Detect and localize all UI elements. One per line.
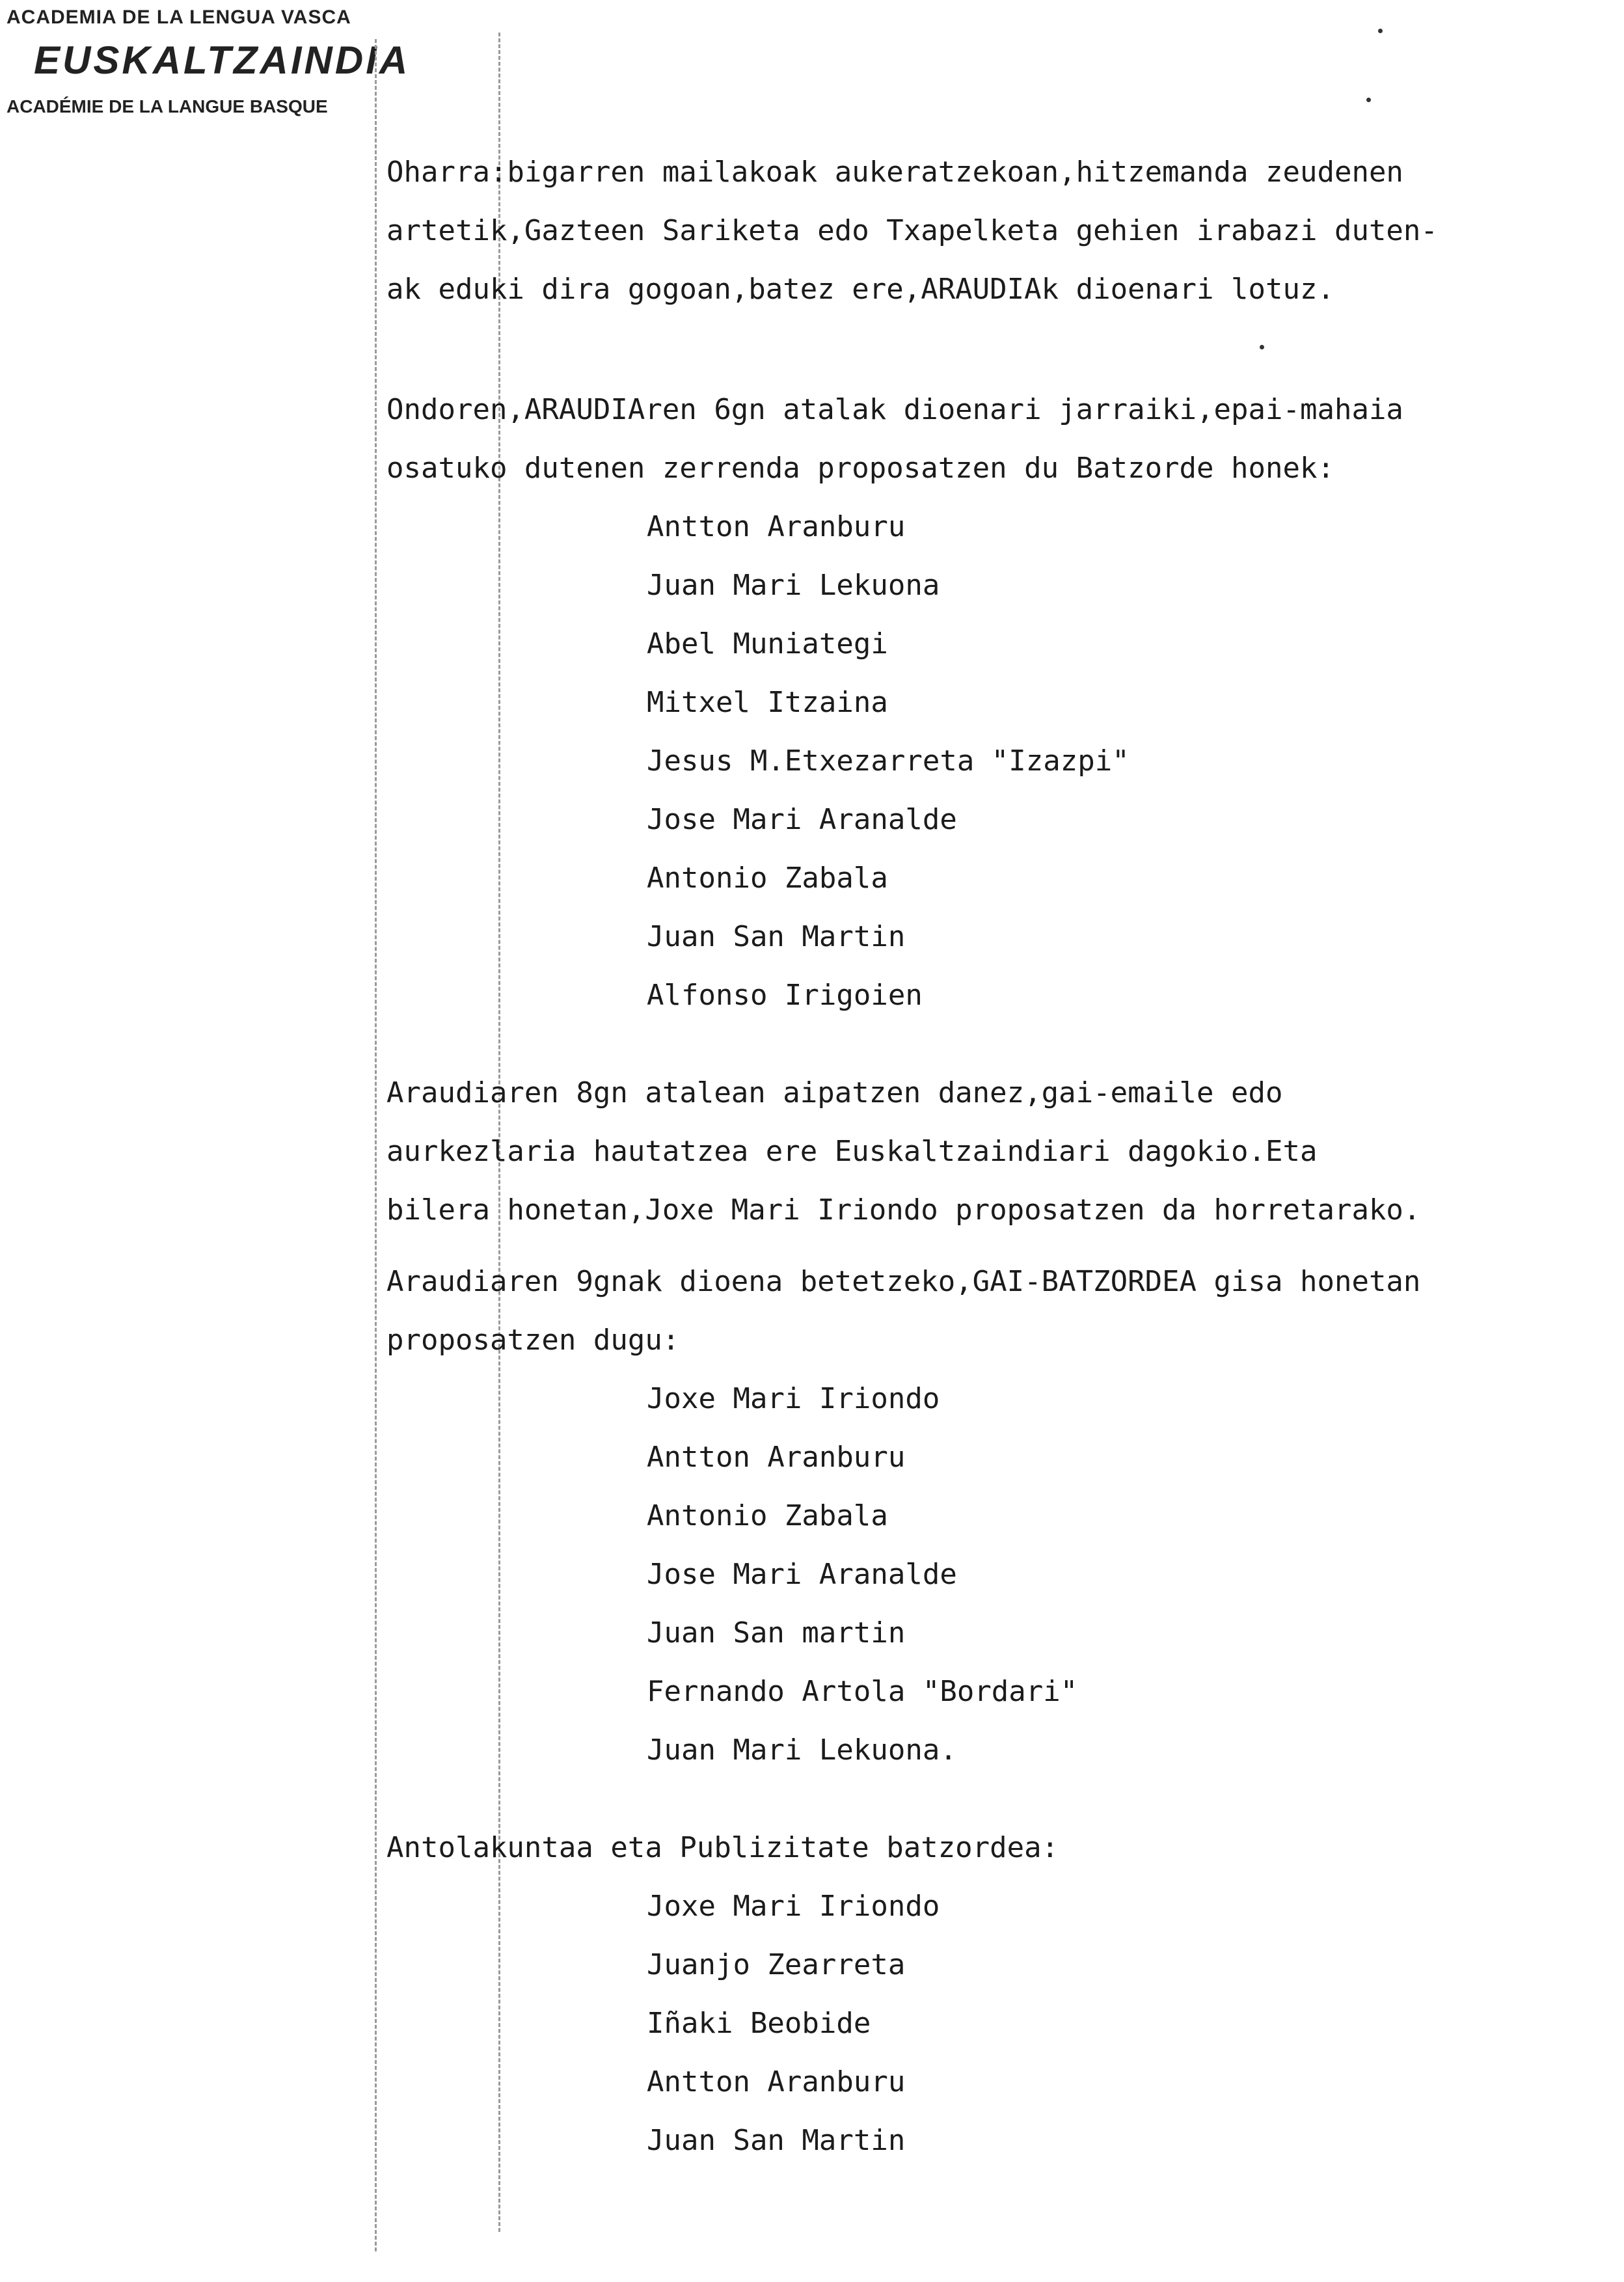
jury-intro <box>386 381 1597 498</box>
list-item: Antonio Zabala <box>647 1499 888 1532</box>
jury-intro-line: osatuko dutenen zerrenda proposatzen du Batzorde honek: <box>386 452 1334 485</box>
presenter-line: Araudiaren 8gn atalean aipatzen danez,gai-emaile edo <box>386 1076 1283 1109</box>
list-item: Joxe Mari Iriondo <box>647 1382 940 1415</box>
list-item: Juan San Martin <box>647 2124 906 2157</box>
presenter-line: bilera honetan,Joxe Mari Iriondo proposatzen da horretarako. <box>386 1193 1421 1227</box>
list-item: Antton Aranburu <box>647 1441 906 1474</box>
note-line: ak eduki dira gogoan,batez ere,ARAUDIAk dioenari lotuz. <box>386 273 1334 306</box>
topic-committee-intro <box>386 1253 1597 1370</box>
speck <box>1366 98 1371 102</box>
note-line: Oharra:bigarren mailakoak aukeratzekoan,hitzemanda zeudenen <box>386 156 1403 189</box>
list-item: Antonio Zabala <box>647 862 888 895</box>
scan-line-left <box>375 39 377 2251</box>
list-item: Alfonso Irigoien <box>647 979 923 1012</box>
list-item: Juan San martin <box>647 1616 906 1650</box>
organization-committee-list <box>386 1877 1597 2170</box>
organization-committee-intro <box>386 1819 1597 1877</box>
list-item: Jose Mari Aranalde <box>647 1558 957 1591</box>
list-item: Juan San Martin <box>647 920 906 953</box>
list-item: Fernando Artola "Bordari" <box>647 1675 1078 1708</box>
list-item: Antton Aranburu <box>647 2065 906 2099</box>
topic-committee-intro-line: Araudiaren 9gnak dioena betetzeko,GAI-BATZORDEA gisa honetan <box>386 1265 1421 1298</box>
list-item: Abel Muniategi <box>647 627 888 660</box>
jury-intro-line: Ondoren,ARAUDIAren 6gn atalak dioenari jarraiki,epai-mahaia <box>386 393 1403 426</box>
note-line: artetik,Gazteen Sariketa edo Txapelketa gehien irabazi duten- <box>386 214 1438 247</box>
letterhead-spanish-line: ACADEMIA DE LA LENGUA VASCA <box>7 7 351 28</box>
jury-list <box>386 498 1597 1025</box>
presenter-line: aurkezlaria hautatzea ere Euskaltzaindiari dagokio.Eta <box>386 1135 1318 1168</box>
list-item: Joxe Mari Iriondo <box>647 1890 940 1923</box>
letterhead-french-line: ACADÉMIE DE LA LANGUE BASQUE <box>7 96 328 116</box>
speck <box>1378 29 1383 33</box>
list-item: Juanjo Zearreta <box>647 1948 906 1981</box>
letterhead-name: EUSKALTZAINDIA <box>34 38 411 82</box>
list-item: Antton Aranburu <box>647 510 906 543</box>
list-item: Iñaki Beobide <box>647 2007 871 2040</box>
list-item: Jesus M.Etxezarreta "Izazpi" <box>647 744 1130 778</box>
list-item: Jose Mari Aranalde <box>647 803 957 836</box>
note-paragraph <box>386 143 1597 319</box>
list-item: Mitxel Itzaina <box>647 686 888 719</box>
list-item: Juan Mari Lekuona. <box>647 1733 957 1767</box>
topic-committee-list <box>386 1370 1597 1780</box>
organization-committee-intro-line: Antolakuntaa eta Publizitate batzordea: <box>386 1831 1059 1864</box>
list-item: Juan Mari Lekuona <box>647 569 940 602</box>
topic-committee-intro-line: proposatzen dugu: <box>386 1324 680 1357</box>
document-body <box>386 143 1597 2170</box>
presenter-paragraph <box>386 1064 1597 1240</box>
